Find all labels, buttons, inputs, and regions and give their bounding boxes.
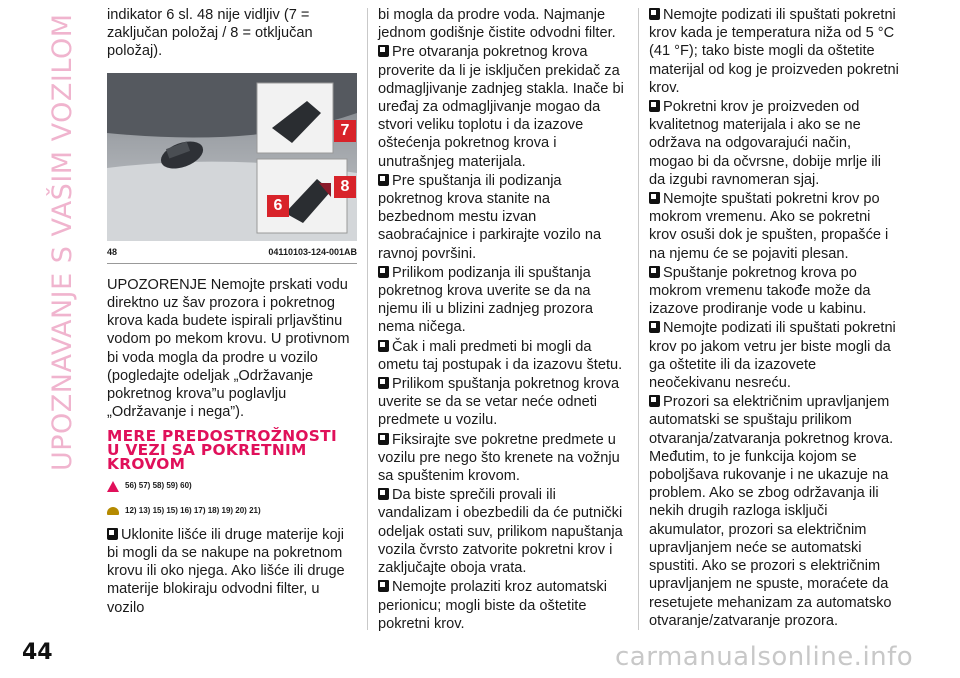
figure-48	[107, 73, 357, 241]
list-item: Nemojte prolaziti kroz automatski perionicu; mogli biste da oštetite pokretni krov.	[378, 579, 607, 632]
roof-bullet-icon	[378, 45, 389, 57]
watermark: carmanualsonline.info	[615, 642, 914, 672]
list-item: Nemojte spuštati pokretni krov po mokrom vremenu. Ako se pokretni krov osuši dok je spušten, propašće i na njemu će se pojaviti plesan.	[649, 191, 889, 262]
figure-code: 04110103-124-001AB	[268, 246, 357, 257]
roof-lock-illustration	[107, 73, 357, 241]
roof-bullet-icon	[649, 8, 660, 20]
list-item: Pre otvaranja pokretnog krova proverite da li je isključen prekidač za odmagljivanje zadnjeg stakla. Inače bi uređaj za odmagljivanje mogao da stvori veliku toplotu i da izazove oštećenja pokretnog krova i unutrašnjeg materijala.	[378, 44, 624, 170]
figure-number: 48	[107, 246, 118, 257]
column-divider	[638, 8, 639, 630]
section-heading: MERE PREDOSTROŽNOSTI U VEZI SA POKRETNIM KROVOM	[107, 427, 338, 474]
list-item: Nemojte podizati ili spuštati pokretni krov po jakom vetru jer biste mogli da ga oštetite ili da izazovete neočekivanu nesreću.	[649, 320, 896, 392]
page-number: 44	[22, 640, 53, 665]
roof-bullet-icon	[107, 528, 118, 540]
roof-bullet-icon	[378, 174, 389, 186]
roof-bullet-icon	[378, 580, 389, 592]
list-item: Fiksirajte sve pokretne predmete u vozilu pre nego što krenete na vožnju sa spuštenim krovom.	[378, 431, 620, 485]
roof-bullet-icon	[649, 266, 660, 278]
list-item: Da biste sprečili provali ili vandalizam i obezbedili da će putnički odeljak ostati suv, prilikom napuštanja vozila čvrsto zatvorite pokretni krov i zaključajte oboja vrata.	[378, 487, 623, 577]
warning-refs: 56) 57) 58) 59) 60)	[107, 477, 355, 495]
roof-bullet-icon	[378, 488, 389, 500]
chapter-side-title: UPOZNAVANJE S VAŠIM VOZILOM	[47, 14, 78, 472]
list-item: Spuštanje pokretnog krova po mokrom vremenu takođe može da izazove prodiranje vode u kabinu.	[649, 264, 871, 318]
roof-bullet-icon	[649, 100, 660, 112]
list-item: Prozori sa električnim upravljanjem automatski se spuštaju prilikom otvaranja/zatvaranja pokretnog krova. Međutim, to je funkcija kojom se poboljšava rukovanje i ne ukazuje na problem. Ako se zbog održavanja ili nekih drugih razloga isključi akumulator, prozori sa električnim upravljanjem neće se automatski spustiti. Ako se prozori s električnim upravljanjem ne spuste, moraćete da resetujete mehanizam za automatsko otvaranje/zatvaranje prozora.	[649, 394, 894, 629]
roof-bullet-icon	[378, 377, 389, 389]
list-item: Prilikom spuštanja pokretnog krova uverite se da se vetar neće odneti predmete u vozilu.	[378, 376, 620, 429]
roof-bullet-icon	[378, 433, 389, 445]
warning-paragraph: UPOZORENJE Nemojte prskati vodu direktno uz šav prozora i pokretnog krova kada budete ispirali prljavštinu vodom po mekom krovu. U protivnom bi voda mogla da prodre u vozilo (pogledajte odeljak „Održavanje pokretnog krova”u poglavlju „Održavanje i nega”).	[107, 276, 350, 421]
continued-paragraph: bi mogla da prodre voda. Najmanje jednom godišnje čistite odvodni filter.	[378, 7, 616, 42]
warning-triangle-icon	[107, 481, 119, 492]
list-item: Pokretni krov je proizveden od kvalitetnog materijala i ako se ne održava na odgovarajući način, mogao bi da očvrsne, dobije mrlje ili da izgubi ravnomeran sjaj.	[649, 99, 881, 188]
callout-8: 8	[334, 176, 356, 198]
column-3	[649, 6, 899, 631]
roof-bullet-icon	[649, 321, 660, 333]
intro-paragraph: indikator 6 sl. 48 nije vidljiv (7 = zaključan položaj / 8 = otključan položaj).	[107, 7, 313, 60]
list-item: Prilikom podizanja ili spuštanja pokretnog krova uverite se da na njemu ili u blizini zadnjeg prozora nema ničega.	[378, 264, 593, 336]
figure-caption	[107, 241, 357, 264]
column-1	[107, 6, 355, 618]
attention-refs: 12) 13) 15) 15) 16) 17) 18) 19) 20) 21)	[107, 502, 355, 520]
attention-hand-icon	[107, 507, 119, 515]
list-item: Nemojte podizati ili spuštati pokretni krov kada je temperatura niža od 5 °C (41 °F); tako biste mogli da oštetite materijal od kog je proizveden pokretni krov.	[649, 7, 899, 96]
list-item: Uklonite lišće ili druge materije koji bi mogli da se nakupe na pokretnom krovu ili oko njega. Ako lišće ili druge materije blokiraju odvodni filter, u vozilo	[107, 526, 345, 616]
column-2	[378, 6, 628, 634]
roof-bullet-icon	[378, 266, 389, 278]
callout-7: 7	[334, 120, 356, 142]
roof-bullet-icon	[378, 340, 389, 352]
list-item: Pre spuštanja ili podizanja pokretnog krova stanite na bezbednom mestu izvan saobraćajnice i parkirajte vozilo na ravnoj površini.	[378, 172, 602, 262]
roof-bullet-icon	[649, 395, 660, 407]
roof-bullet-icon	[649, 192, 660, 204]
column-divider	[367, 8, 368, 630]
callout-6: 6	[267, 195, 289, 217]
list-item: Čak i mali predmeti bi mogli da ometu taj postupak i da izazovu štetu.	[378, 338, 623, 373]
